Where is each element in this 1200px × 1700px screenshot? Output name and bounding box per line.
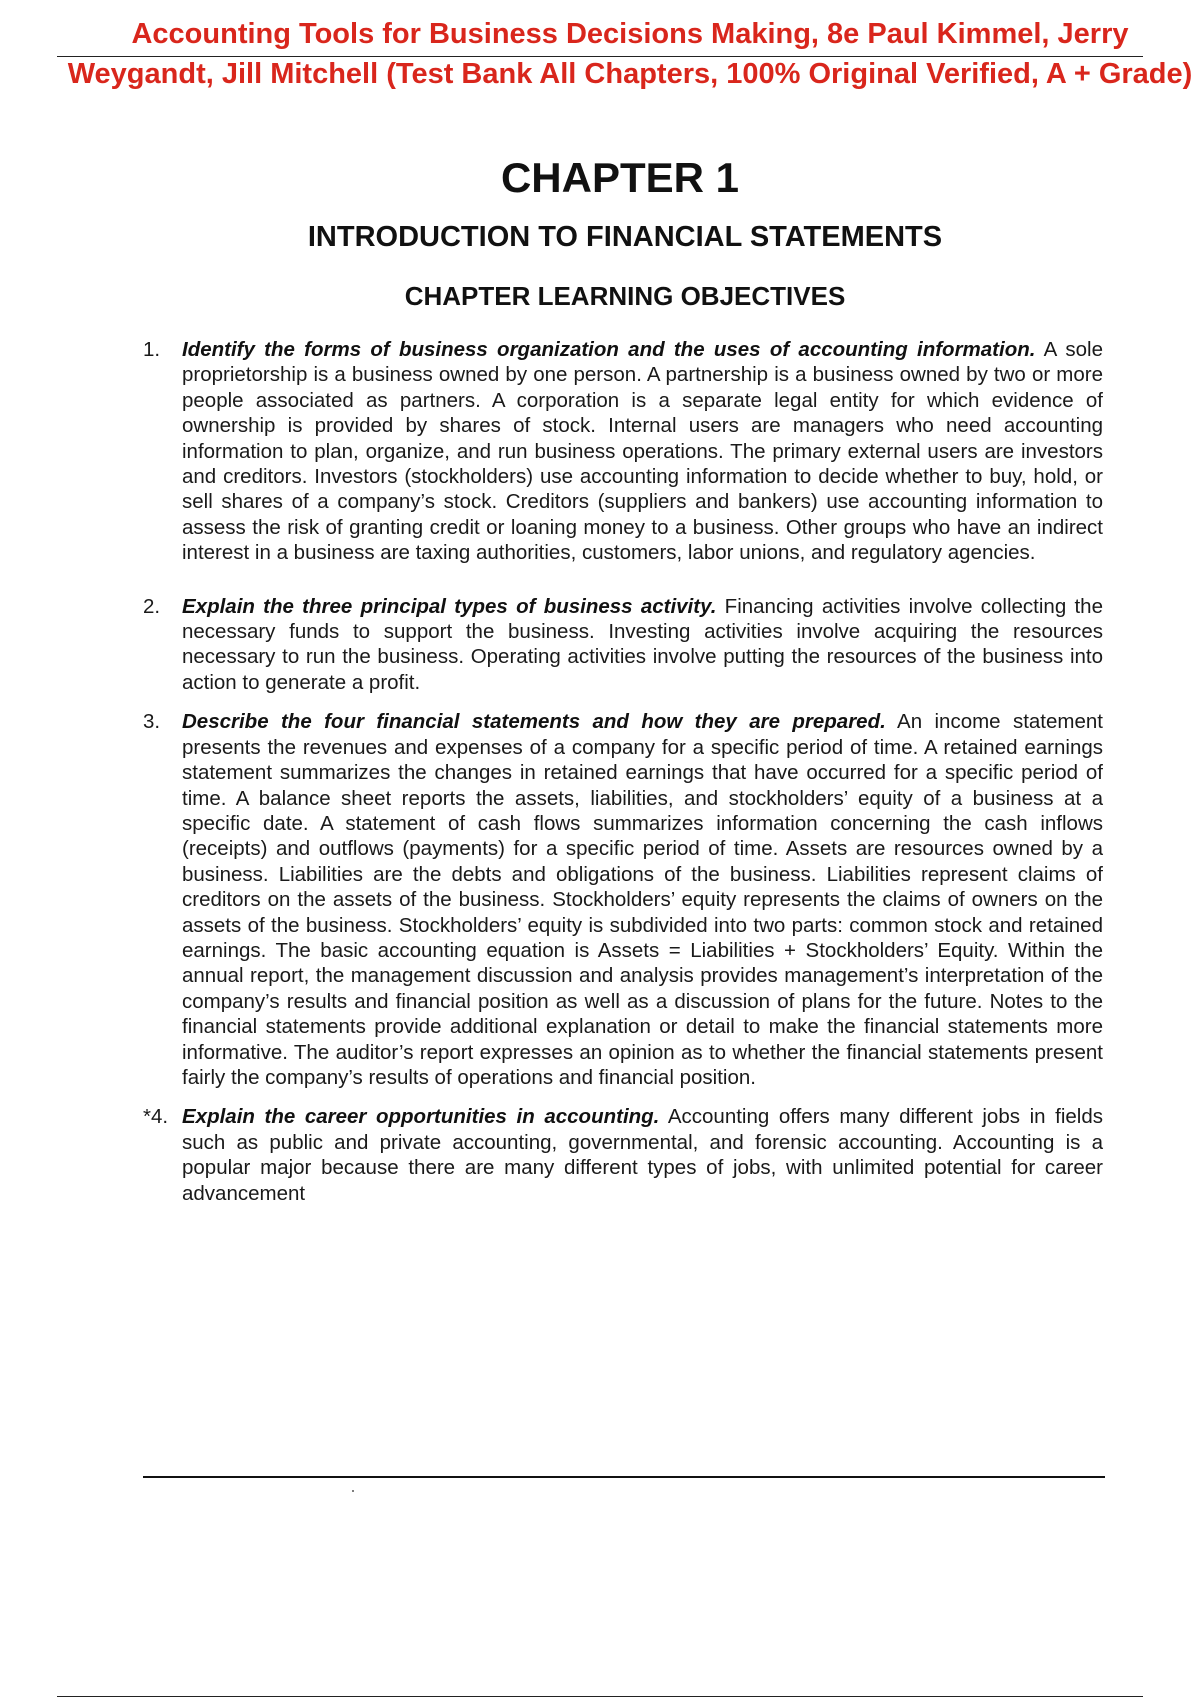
learning-objective-3: [143, 709, 1103, 1090]
footer-mark: [352, 1490, 354, 1492]
objective-text: An income statement presents the revenues and expenses of a company for a specific period of time. A retained earnings statement summarizes the changes in retained earnings that have occurred for a specific period of time. A balance sheet reports the assets, liabilities, and stockholders’ equity of a business at a specific date. A statement of cash flows summarizes information concerning the cash inflows (receipts) and outflows (payments) for a specific period of time. Assets are resources owned by a business. Liabilities are the debts and obligations of the business. Liabilities represent claims of creditors on the assets of the business. Stockholders’ equity represents the claims of owners on the assets of the business. Stockholders’ equity is subdivided into two parts: common stock and retained earnings. The basic accounting equation is Assets = Liabilities + Stockholders’ Equity. Within the annual report, the management discussion and analysis provides management’s interpretation of the company’s results and financial position as well as a discussion of plans for the future. Notes to the financial statements provide additional explanation or detail to make the financial statements more informative. The auditor’s report expresses an opinion as to whether the financial statements present fairly the company’s results of operations and financial position.: [182, 710, 1103, 1089]
objective-number: 1.: [143, 338, 161, 361]
objective-number: *4.: [143, 1105, 169, 1129]
chapter-title: INTRODUCTION TO FINANCIAL STATEMENTS: [307, 221, 943, 253]
objective-number: 2.: [143, 594, 161, 618]
learning-objective-2: [143, 594, 1103, 696]
document-banner: Accounting Tools for Business Decisions Making, 8e Paul Kimmel, Jerry Weygandt, Jill Mitchell (Test Bank All Chapters, 100% Original Verified, A + Grade): [67, 18, 1193, 90]
objective-text: A sole proprietorship is a business owned by one person. A partnership is a business owned by two or more people associated as partners. A corporation is a separate legal entity for which evidence of ownership is provided by shares of stock. Internal users are managers who need accounting information to plan, organize, and run business operations. The primary external users are investors and creditors. Investors (stockholders) use accounting information to decide whether to buy, hold, or sell shares of a company’s stock. Creditors (suppliers and bankers) use accounting information to assess the risk of granting credit or loaning money to a business. Other groups who have an indirect interest in a business are taxing authorities, customers, labor unions, and regulatory agencies.: [182, 338, 1103, 565]
learning-objective-1: [143, 337, 1103, 566]
objective-title: Explain the career opportunities in accounting.: [182, 1105, 660, 1129]
footer-rule: [143, 1476, 1105, 1478]
objective-number: 3.: [143, 710, 161, 734]
learning-objective-4: [143, 1104, 1103, 1206]
learning-objectives-heading: CHAPTER LEARNING OBJECTIVES: [404, 281, 846, 311]
page-bottom-rule: [57, 1696, 1143, 1697]
objective-title: Explain the three principal types of business activity.: [182, 594, 717, 618]
learning-objectives-list: [143, 337, 1103, 1206]
objective-text: Accounting offers many different jobs in fields such as public and private accounting, governmental, and forensic accounting. Accounting is a popular major because there are many different types of jobs, with unlimited potential for career advancement: [182, 1105, 1103, 1205]
chapter-number: CHAPTER 1: [500, 154, 740, 201]
objective-text: Financing activities involve collecting the necessary funds to support the business. Investing activities involve acquiring the resources necessary to run the business. Operating activities involve putting the resources of the business into action to generate a profit.: [182, 594, 1103, 694]
objective-title: Describe the four financial statements and how they are prepared.: [182, 710, 886, 734]
objective-title: Identify the forms of business organization and the uses of accounting information.: [182, 338, 1036, 361]
